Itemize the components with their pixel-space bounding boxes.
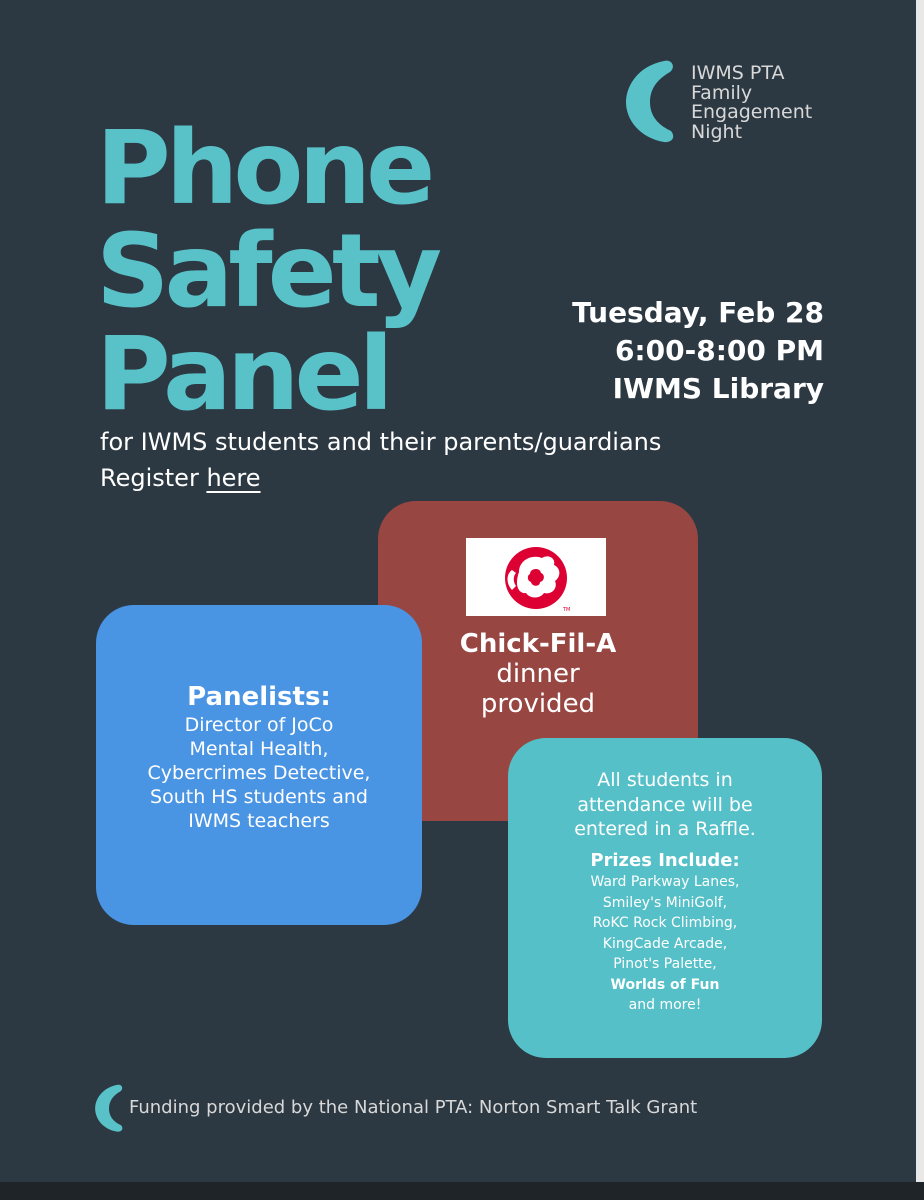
panelists-list	[96, 713, 422, 833]
pta-crescent-logo-icon	[624, 58, 676, 144]
page-edge	[916, 0, 924, 1182]
org-line: Family	[691, 81, 753, 104]
audience-text: for IWMS students and their parents/guardians	[100, 428, 662, 456]
title-line-safety: Safety	[96, 212, 438, 331]
prize-item: RoKC Rock Climbing,	[592, 915, 738, 931]
panelists-card	[96, 605, 422, 925]
prize-item: Ward Parkway Lanes,	[590, 874, 740, 890]
prize-closing: and more!	[628, 997, 702, 1013]
prize-item-highlight: Worlds of Fun	[610, 976, 720, 993]
event-time: 6:00-8:00 PM	[614, 334, 824, 367]
food-line: dinner	[496, 659, 580, 689]
register-link[interactable]: here	[206, 464, 261, 492]
register-label: Register	[100, 464, 207, 492]
panelist-line: Director of JoCo	[184, 714, 334, 736]
org-name	[691, 64, 812, 142]
raffle-card	[508, 738, 822, 1058]
page-bottom-bar	[0, 1182, 924, 1200]
panelist-line: Mental Health,	[189, 738, 329, 760]
prize-item: Pinot's Palette,	[613, 956, 717, 972]
food-brand: Chick-Fil-A	[459, 629, 617, 659]
svg-text:TM: TM	[563, 607, 571, 613]
food-line: provided	[480, 689, 596, 719]
raffle-intro	[508, 768, 822, 842]
raffle-intro-line: entered in a Raffle.	[574, 818, 756, 840]
panelists-heading: Panelists:	[187, 682, 331, 712]
title-line-phone: Phone	[96, 109, 431, 228]
org-line: IWMS PTA	[691, 62, 785, 84]
panelist-line: IWMS teachers	[188, 810, 330, 832]
chicken-logo-icon	[466, 538, 606, 616]
food-description	[378, 629, 698, 719]
funding-note: Funding provided by the National PTA: Norton Smart Talk Grant	[129, 1097, 698, 1118]
register-line	[100, 460, 661, 496]
panelist-line: Cybercrimes Detective,	[147, 762, 371, 784]
chick-fil-a-logo	[466, 538, 606, 616]
event-details	[572, 294, 824, 408]
panelist-line: South HS students and	[150, 786, 368, 808]
title-line-panel: Panel	[96, 315, 389, 434]
prizes-heading: Prizes Include:	[590, 850, 740, 871]
prizes-list	[508, 872, 822, 1016]
raffle-intro-line: All students in	[597, 769, 733, 791]
event-location: IWMS Library	[612, 372, 824, 405]
event-date: Tuesday, Feb 28	[572, 296, 824, 329]
pta-crescent-small-icon	[94, 1082, 124, 1134]
org-line: Night	[691, 120, 743, 143]
prize-item: KingCade Arcade,	[602, 935, 728, 952]
audience-section	[100, 424, 661, 496]
org-line: Engagement	[691, 101, 813, 123]
prize-item: Smiley's MiniGolf,	[602, 894, 728, 911]
raffle-intro-line: attendance will be	[577, 793, 753, 816]
